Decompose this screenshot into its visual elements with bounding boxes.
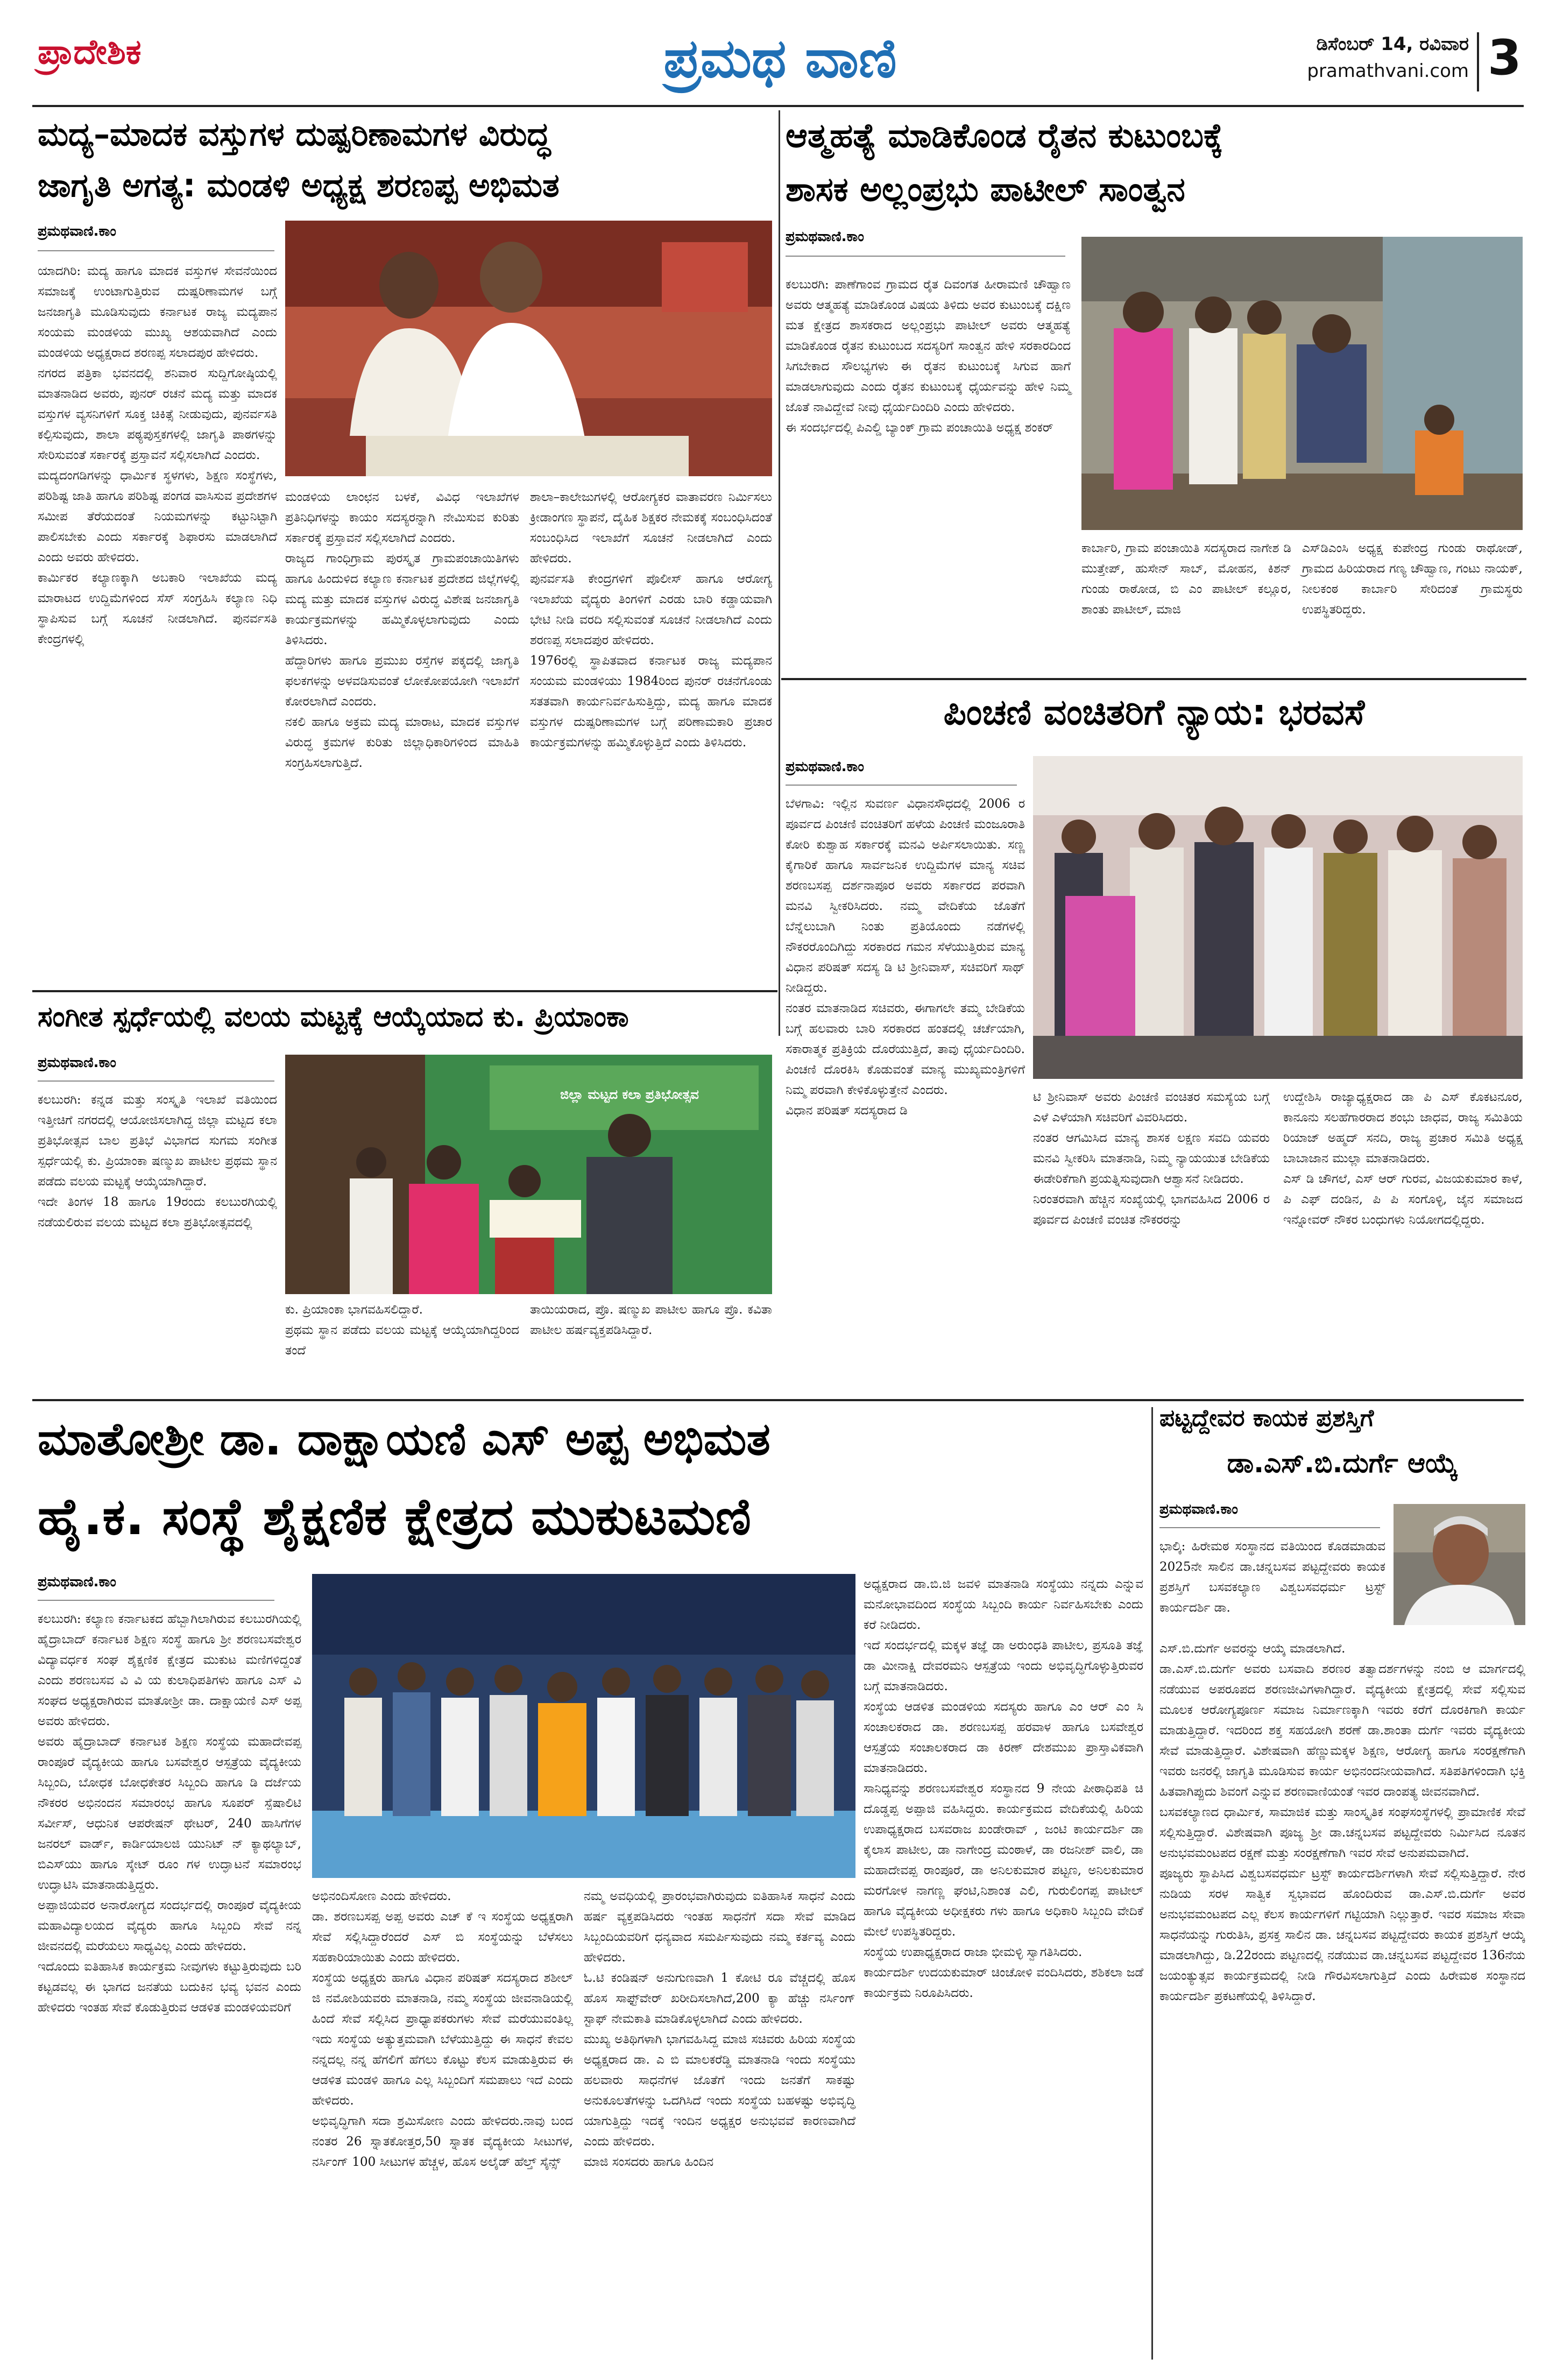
a1-bottom-rule — [32, 990, 777, 992]
header-date: ಡಿಸೆಂಬರ್ 14, ರವಿವಾರ — [1316, 33, 1469, 55]
a6-body-text: ಎಸ್.ಬಿ.ದುರ್ಗೆ ಅವರನ್ನು ಆಯ್ಕೆ ಮಾಡಲಾಗಿದೆ. ಡಾ.ಎಸ್.ಬಿ.ದುರ್ಗೆ ಅವರು ಬಸವಾದಿ ಶರಣರ ತತ್ವಾದರ್ಶಗಳನ್ನು ನಂಬಿ ಆ ಮಾರ್ಗದಲ್ಲಿ ನಡೆಯುವ ಅಪರೂಪದ ಶರಣಜೀವಿಗಳಾಗಿದ್ದಾರೆ. ವೈದ್ಯಕೀಯ ಕ್ಷೇತ್ರದಲ್ಲಿ ಸೇವೆ ಸಲ್ಲಿಸುವ ಮೂಲಕ ಆರೋಗ್ಯಪೂರ್ಣ ಸಮಾಜ ನಿರ್ಮಾಣಕ್ಕಾಗಿ ಇವರು ಕರೆಗೆ ದೊರಕಿಗಾಗಿ ಕಾರ್ಯ ಮಾಡುತ್ತಿದ್ದಾರೆ. ಇದರಿಂದ ಶಕ್ತ ಸಹಯೋಗಿ ಶರಣೆ ಡಾ.ಶಾಂತಾ ದುರ್ಗೆ ಇವರು ವೈದ್ಯಕೀಯ ಸೇವೆ ಮಾಡುತ್ತಿದ್ದಾರೆ. ವಿಶೇಷವಾಗಿ ಹೆಣ್ಣುಮಕ್ಕಳ ಶಿಕ್ಷಣ, ಆರೋಗ್ಯ ಹಾಗೂ ಸಂರಕ್ಷಣೆಗಾಗಿ ಇವರು ಜನರಲ್ಲಿ ಜಾಗೃತಿ ಮೂಡಿಸುವ ಕಾರ್ಯ ಅಭಿನಂದನೀಯವಾಗಿದೆ. ಸತಿಪತಿಗಳಿಂದಾಗಿ ಭಕ್ತಿ ಹಿತವಾಗಿಪ್ಪುದು ಶಿವಂಗೆ ಎನ್ನುವ ಶರಣವಾಣಿಯಂತೆ ಇವರ ದಾಂಪತ್ಯ ಜೀವನವಾಗಿದೆ. ಬಸವಕಲ್ಯಾಣದ ಧಾರ್ಮಿಕ, ಸಾಮಾಜಿಕ ಮತ್ತು ಸಾಂಸ್ಕೃತಿಕ ಸಂಘಸಂಸ್ಥೆಗಳಲ್ಲಿ ಪ್ರಾಮಾಣಿಕ ಸೇವೆ ಸಲ್ಲಿಸುತ್ತಿದ್ದಾರೆ. ವಿಶೇಷವಾಗಿ ಪೂಜ್ಯ ಶ್ರೀ ಡಾ.ಚನ್ನಬಸವ ಪಟ್ಟದ್ದೇವರು ನಿರ್ಮಿಸಿದ ನೂತನ ಅನುಭವಮಂಟಪದ ರಕ್ಷಣೆ ಮತ್ತು ಸಂರಕ್ಷಣೆಗಾಗಿ ಇವರ ಸೇವೆ ಅನುಪಮವಾಗಿದೆ. ಪೂಜ್ಯರು ಸ್ಥಾಪಿಸಿದ ವಿಶ್ವಬಸವಧರ್ಮ ಟ್ರಸ್ಟ್ ಕಾರ್ಯದರ್ಶಿಗಳಾಗಿ ಸೇವೆ ಸಲ್ಲಿಸುತ್ತಿದ್ದಾರೆ. ನೇರ ನುಡಿಯ ಸರಳ ಸಾತ್ವಿಕ ಸ್ವಭಾವದ ಹೊಂದಿರುವ ಡಾ.ಎಸ್.ಬಿ.ದುರ್ಗೆ ಅವರ ಅನುಭವಮಂಟಪದ ಎಲ್ಲ ಕೆಲಸ ಕಾರ್ಯಗಳಿಗೆ ಗಟ್ಟಿಯಾಗಿ ನಿಲ್ಲುತ್ತಾರೆ. ಇವರ ಸಮಾಜ ಸೇವಾ ಸಾಧನೆಯನ್ನು ಗುರುತಿಸಿ, ಪ್ರಸಕ್ತ ಸಾಲಿನ ಡಾ. ಚನ್ನಬಸವ ಪಟ್ಟದ್ದೇವರು ಕಾಯಕ ಪ್ರಶಸ್ತಿಗೆ ಆಯ್ಕೆ ಮಾಡಲಾಗಿದ್ದು, ಡಿ.22ರಂದು ಪಟ್ಟಣದಲ್ಲಿ ನಡೆಯುವ ಡಾ.ಚನ್ನಬಸವ ಪಟ್ಟದ್ದೇವರ 136ನೆಯ ಜಯಂತ್ಯುತ್ಸವ ಕಾರ್ಯಕ್ರಮದಲ್ಲಿ ನೀಡಿ ಗೌರವಿಸಲಾಗುತ್ತಿದೆ ಎಂದು ಹಿರೇಮಠ ಸಂಸ್ಥಾನದ ಕಾರ್ಯದರ್ಶಿ ಪ್ರಕಟಣೆಯಲ್ಲಿ ತಿಳಿಸಿದ್ದಾರೆ. — [1159, 1642, 1525, 2003]
a4-photo-banner: ಜಿಲ್ಲಾ ಮಟ್ಟದ ಕಲಾ ಪ್ರತಿಭೋತ್ಸವ — [560, 1087, 699, 1102]
a5-headline-line1: ಮಾತೋಶ್ರೀ ಡಾ. ದಾಕ್ಷಾಯಣಿ ಎಸ್ ಅಪ್ಪ ಅಭಿಮತ — [38, 1413, 770, 1465]
a2-text-col3: ಎಸ್‌ಡಿಎಂಸಿ ಅಧ್ಯಕ್ಷ ಕುಪೇಂದ್ರ ಗುಂಡು ರಾಥೋಡ್, ಗ್ರಾಮದ ಹಿರಿಯರಾದ ಗಣ್ಯ ಚೌಹ್ವಾಣ, ಗಂಟು ನಾಯಕ್, ನೀಲಕಂಠ ಕಾರ್ಬಾರಿ ಸೇರಿದಂತೆ ಗ್ರಾಮಸ್ಥರು ಉಪಸ್ಥಿತರಿದ್ದರು. — [1302, 541, 1527, 617]
middle-rule — [32, 1399, 1524, 1401]
a4-photo — [285, 1055, 772, 1294]
a4-text-col1: ಕಲಬುರಗಿ: ಕನ್ನಡ ಮತ್ತು ಸಂಸ್ಕೃತಿ ಇಲಾಖೆ ವತಿಯಿಂದ ಇತ್ತೀಚಿಗೆ ನಗರದಲ್ಲಿ ಆಯೋಜಿಸಲಾಗಿದ್ದ ಜಿಲ್ಲಾ ಮಟ್ಟದ ಕಲಾ ಪ್ರತಿಭೋತ್ಸವ ಬಾಲ ಪ್ರತಿಭೆ ವಿಭಾಗದ ಸುಗಮ ಸಂಗೀತ ಸ್ಪರ್ಧೆಯಲ್ಲಿ ಕು. ಪ್ರಿಯಾಂಕಾ ಷಣ್ಮುಖ ಪಾಟೀಲ ಪ್ರಥಮ ಸ್ಥಾನ ಪಡೆದು ವಲಯ ಮಟ್ಟಕ್ಕೆ ಆಯ್ಕೆಯಾಗಿದ್ದಾರೆ. ಇದೇ ತಿಂಗಳ 18 ಹಾಗೂ 19ರಂದು ಕಲಬುರಗಿಯಲ್ಲಿ ನಡೆಯಲಿರುವ ವಲಯ ಮಟ್ಟದ ಕಲಾ ಪ್ರತಿಭೋತ್ಸವದಲ್ಲಿ — [38, 1093, 277, 1230]
header-website: pramathvani.com — [1307, 60, 1469, 82]
page-number: 3 — [1488, 30, 1522, 86]
a4-headline: ಸಂಗೀತ ಸ್ಪರ್ಧೆಯಲ್ಲಿ ವಲಯ ಮಟ್ಟಕ್ಕೆ ಆಯ್ಕೆಯಾದ ಕು. ಪ್ರಿಯಾಂಕಾ — [38, 1001, 629, 1033]
a2-text-col2: ಕಾರ್ಬಾರಿ, ಗ್ರಾಮ ಪಂಚಾಯಿತಿ ಸದಸ್ಯರಾದ ನಾಗೇಶ ಡಿ ಮುತ್ತೇಪ್, ಹುಸೇನ್ ಸಾಬ್, ಮೋಹನ, ಕಿಶನ್ ಗುಂಡು ರಾಠೋಡ, ಬಿ ಎಂ ಪಾಟೀಲ್ ಕಲ್ಲೂರ, ಶಾಂತು ಪಾಟೀಲ್, ಮಾಜಿ — [1081, 541, 1296, 617]
a5-byline-rule — [38, 1600, 274, 1601]
a1-photo — [285, 221, 772, 476]
a3-byline-rule — [786, 785, 1017, 786]
a2-headline-line2: ಶಾಸಕ ಅಲ್ಲಂಪ್ರಭು ಪಾಟೀಲ್ ಸಾಂತ್ವನ — [786, 170, 1185, 209]
a5-text-col2: ಅಭಿನಂದಿಸೋಣ ಎಂದು ಹೇಳಿದರು. ಡಾ. ಶರಣಬಸಪ್ಪ ಅಪ್ಪ ಅವರು ಎಚ್ ಕೆ ಇ ಸಂಸ್ಥೆಯ ಅಧ್ಯಕ್ಷರಾಗಿ ಸೇವೆ ಸಲ್ಲಿಸಿದ್ದಾರೆಂದರೆ ಎಸ್ ಬಿ ಸಂಸ್ಥೆಯನ್ನು ಬೆಳೆಸಲು ಸಹಕಾರಿಯಾಯಿತು ಎಂದು ಹೇಳಿದರು. ಸಂಸ್ಥೆಯ ಅಧ್ಯಕ್ಷರು ಹಾಗೂ ವಿಧಾನ ಪರಿಷತ್ ಸದಸ್ಯರಾದ ಶಶೀಲ್ ಜಿ ನಮೋಶಿಯವರು ಮಾತನಾಡಿ, ನಮ್ಮ ಸಂಸ್ಥೆಯ ಜೀವನಾಡಿಯಲ್ಲಿ ಹಿಂದೆ ಸೇವೆ ಸಲ್ಲಿಸಿದ ಪ್ರಾಧ್ಯಾಪಕರುಗಳು ಸೇವೆ ಮರೆಯುವಂತಿಲ್ಲ ಇದು ಸಂಸ್ಥೆಯ ಅತ್ಯುತ್ತಮವಾಗಿ ಬೆಳೆಯುತ್ತಿದ್ದು ಈ ಸಾಧನೆ ಕೇವಲ ನನ್ನದಲ್ಲ ನನ್ನ ಹೆಗಲಿಗೆ ಹೆಗಲು ಕೊಟ್ಟು ಕೆಲಸ ಮಾಡುತ್ತಿರುವ ಈ ಆಡಳಿತ ಮಂಡಳಿ ಹಾಗೂ ಎಲ್ಲ ಸಿಬ್ಬಂದಿಗೆ ಸಮಪಾಲು ಇದೆ ಎಂದು ಹೇಳಿದರು. ಅಭಿವೃದ್ಧಿಗಾಗಿ ಸದಾ ಶ್ರಮಿಸೋಣ ಎಂದು ಹೇಳಿದರು.ನಾವು ಬಂದ ನಂತರ 26 ಸ್ನಾತಕೋತ್ತರ,50 ಸ್ನಾತಕ ವೈದ್ಯಕೀಯ ಸೀಟುಗಳ, ನರ್ಸಿಂಗ್ 100 ಸೀಟುಗಳ ಹೆಚ್ಚಳ, ಹೊಸ ಅಲೈಡ್ ಹೆಲ್ತ್ ಸೈನ್ಸ್ — [312, 1889, 573, 2169]
a4-text-col2: ಕು. ಪ್ರಿಯಾಂಕಾ ಭಾಗವಹಿಸಲಿದ್ದಾರೆ. ಪ್ರಥಮ ಸ್ಥಾನ ಪಡೆದು ವಲಯ ಮಟ್ಟಕ್ಕೆ ಆಯ್ಕೆಯಾಗಿದ್ದರಿಂದ ತಂದೆ — [285, 1303, 519, 1358]
a2-headline-line1: ಆತ್ಮಹತ್ಯೆ ಮಾಡಿಕೊಂಡ ರೈತನ ಕುಟುಂಬಕ್ಕೆ — [786, 116, 1223, 155]
bottom-column-divider — [1151, 1407, 1153, 2360]
a3-byline: ಪ್ರಮಥವಾಣಿ.ಕಾಂ — [786, 759, 864, 775]
a3-photo — [1033, 756, 1523, 1079]
a3-text-col1: ಬೆಳಗಾವಿ: ಇಲ್ಲಿನ ಸುವರ್ಣ ವಿಧಾನಸೌಧದಲ್ಲಿ 2006 ರ ಪೂರ್ವದ ಪಿಂಚಣಿ ವಂಚಿತರಿಗೆ ಹಳೆಯ ಪಿಂಚಣಿ ಮಂಜೂರಾತಿ ಕೋರಿ ಕುಶ್ವಾಹ ಸರ್ಕಾರಕ್ಕೆ ಮನವಿ ಅರ್ಪಿಸಲಾಯಿತು. ಸಣ್ಣ ಕೈಗಾರಿಕೆ ಹಾಗೂ ಸಾರ್ವಜನಿಕ ಉದ್ದಿಮೆಗಳ ಮಾನ್ಯ ಸಚಿವ ಶರಣಬಸಪ್ಪ ದರ್ಶನಾಪೂರ ಅವರು ಸರ್ಕಾರದ ಪರವಾಗಿ ಮನವಿ ಸ್ವೀಕರಿಸಿದರು. ನಮ್ಮ ವೇದಿಕೆಯ ಜೊತೆಗೆ ಬೆನ್ನೆಲುಬಾಗಿ ನಿಂತು ಪ್ರತಿಯೊಂದು ನಡೆಗಳಲ್ಲಿ ನೌಕರರೊಂದಿಗಿದ್ದು ಸರಕಾರದ ಗಮನ ಸೆಳೆಯುತ್ತಿರುವ ಮಾನ್ಯ ವಿಧಾನ ಪರಿಷತ್ ಸದಸ್ಯ ಡಿ ಟಿ ಶ್ರೀನಿವಾಸ್, ಸಚಿವರಿಗೆ ಸಾಥ್ ನೀಡಿದ್ದರು. ನಂತರ ಮಾತನಾಡಿದ ಸಚಿವರು, ಈಗಾಗಲೇ ತಮ್ಮ ಬೇಡಿಕೆಯ ಬಗ್ಗೆ ಹಲವಾರು ಬಾರಿ ಸರಕಾರದ ಹಂತದಲ್ಲಿ ಚರ್ಚೆಯಾಗಿ, ಸಕಾರಾತ್ಮಕ ಪ್ರತಿಕ್ರಿಯೆ ದೊರೆಯುತ್ತಿದೆ, ತಾವು ಧೈರ್ಯದಿಂದಿರಿ. ಪಿಂಚಣಿ ದೊರಕಿಸಿ ಕೊಡುವಂತೆ ಮಾನ್ಯ ಮುಖ್ಯಮಂತ್ರಿಗಳಿಗೆ ನಿಮ್ಮ ಪರವಾಗಿ ಕೇಳಿಕೊಳ್ಳುತ್ತೇನೆ ಎಂದರು. ವಿಧಾನ ಪರಿಷತ್ ಸದಸ್ಯರಾದ ಡಿ — [786, 797, 1025, 1118]
a5-photo — [312, 1574, 855, 1878]
section-label: ಪ್ರಾದೇಶಿಕ — [38, 32, 142, 72]
header-divider — [1477, 32, 1479, 91]
a1-text-col2: ಮಂಡಳಿಯ ಲಾಂಛನ ಬಳಕೆ, ವಿವಿಧ ಇಲಾಖೆಗಳ ಪ್ರತಿನಿಧಿಗಳನ್ನು ಕಾಯಂ ಸದಸ್ಯರನ್ನಾಗಿ ನೇಮಿಸುವ ಕುರಿತು ಸರ್ಕಾರಕ್ಕೆ ಪ್ರಸ್ತಾವನೆ ಸಲ್ಲಿಸಲಾಗಿದೆ ಎಂದರು. ರಾಜ್ಯದ ಗಾಂಧಿಗ್ರಾಮ ಪುರಸ್ಕೃತ ಗ್ರಾಮಪಂಚಾಯಿತಿಗಳು ಹಾಗೂ ಹಿಂದುಳಿದ ಕಲ್ಯಾಣ ಕರ್ನಾಟಕ ಪ್ರದೇಶದ ಜಿಲ್ಲೆಗಳಲ್ಲಿ ಮದ್ಯ ಮತ್ತು ಮಾದಕ ವಸ್ತುಗಳ ವಿರುದ್ಧ ವಿಶೇಷ ಜನಜಾಗೃತಿ ಕಾರ್ಯಕ್ರಮಗಳನ್ನು ಹಮ್ಮಿಕೊಳ್ಳಲಾಗುವುದು ಎಂದು ತಿಳಿಸಿದರು. ಹೆದ್ದಾರಿಗಳು ಹಾಗೂ ಪ್ರಮುಖ ರಸ್ತೆಗಳ ಪಕ್ಕದಲ್ಲಿ ಜಾಗೃತಿ ಫಲಕಗಳನ್ನು ಅಳವಡಿಸುವಂತೆ ಲೋಕೋಪಯೋಗಿ ಇಲಾಖೆಗೆ ಕೋರಲಾಗಿದೆ ಎಂದರು. ನಕಲಿ ಹಾಗೂ ಅಕ್ರಮ ಮದ್ಯ ಮಾರಾಟ, ಮಾದಕ ವಸ್ತುಗಳ ವಿರುದ್ಧ ಕ್ರಮಗಳ ಕುರಿತು ಜಿಲ್ಲಾಧಿಕಾರಿಗಳಿಂದ ಮಾಹಿತಿ ಸಂಗ್ರಹಿಸಲಾಗುತ್ತಿದೆ. — [285, 490, 519, 770]
a3-text-col3: ಉದ್ದೇಶಿಸಿ ರಾಜ್ಯಾಧ್ಯಕ್ಷರಾದ ಡಾ ಪಿ ಎಸ್ ಕೊಕಟನೂರ, ಕಾನೂನು ಸಲಹೆಗಾರರಾದ ಶಂಭು ಜಾಧವ, ರಾಜ್ಯ ಸಮಿತಿಯ ರಿಯಾಜ್ ಅಹ್ಮದ್ ಸನದಿ, ರಾಜ್ಯ ಪ್ರಚಾರ ಸಮಿತಿ ಅಧ್ಯಕ್ಷ ಬಾಬಾಜಾನ ಮುಲ್ಲಾ ಮಾತನಾಡಿದರು. ಎಸ್ ಡಿ ಚೌಗಲೆ, ಎಸ್ ಆರ್ ಗುರವ, ವಿಜಯಕುಮಾರ ಕಾಳೆ, ಪಿ ಎಫ್ ದಂಡಿನ, ಪಿ ಪಿ ಸಂಗೊಳ್ಳಿ, ಜೈನ ಸಮಾಜದ ಇನ್ನೋವರ್ ನೌಕರ ಬಂಧುಗಳು ನಿಯೋಗದಲ್ಲಿದ್ದರು. — [1283, 1090, 1523, 1227]
a1-headline-line2: ಜಾಗೃತಿ ಅಗತ್ಯ: ಮಂಡಳಿ ಅಧ್ಯಕ್ಷ ಶರಣಪ್ಪ ಅಭಿಮತ — [38, 167, 560, 204]
a6-byline: ಪ್ರಮಥವಾಣಿ.ಕಾಂ — [1159, 1501, 1238, 1517]
a6-lead-text: ಭಾಲ್ಕಿ: ಹಿರೇಮಠ ಸಂಸ್ಥಾನದ ವತಿಯಿಂದ ಕೊಡಮಾಡುವ 2025ನೇ ಸಾಲಿನ ಡಾ.ಚನ್ನಬಸವ ಪಟ್ಟದ್ದೇವರು ಕಾಯಕ ಪ್ರಶಸ್ತಿಗೆ ಬಸವಕಲ್ಯಾಣ ವಿಶ್ವಬಸವಧರ್ಮ ಟ್ರಸ್ಟ್ ಕಾರ್ಯದರ್ಶಿ ಡಾ. — [1159, 1539, 1390, 1615]
a6-headline-line1: ಪಟ್ಟದ್ದೇವರ ಕಾಯಕ ಪ್ರಶಸ್ತಿಗೆ — [1159, 1404, 1374, 1432]
a5-text-col4: ಅಧ್ಯಕ್ಷರಾದ ಡಾ.ಬಿ.ಜಿ ಜವಳಿ ಮಾತನಾಡಿ ಸಂಸ್ಥೆಯು ನನ್ನದು ಎನ್ನುವ ಮನೋಭಾವದಿಂದ ಸಂಸ್ಥೆಯ ಸಿಬ್ಬಂದಿ ಕಾರ್ಯ ನಿರ್ವಹಿಸಬೇಕು ಎಂದು ಕರೆ ನೀಡಿದರು. ಇದೆ ಸಂದರ್ಭದಲ್ಲಿ ಮಕ್ಕಳ ತಜ್ಞೆ ಡಾ ಅರುಂಧತಿ ಪಾಟೀಲ, ಪ್ರಸೂತಿ ತಜ್ಞೆ ಡಾ ಮೀನಾಕ್ಷಿ ದೇವರಮನಿ ಆಸ್ಪತ್ರೆಯ ಇಂದು ಅಭಿವೃದ್ಧಿಗೊಳ್ಳುತ್ತಿರುವರ ಬಗ್ಗೆ ಮಾತನಾಡಿದರು. ಸಂಸ್ಥೆಯ ಆಡಳಿತ ಮಂಡಳಿಯ ಸದಸ್ಯರು ಹಾಗೂ ಎಂ ಆರ್ ಎಂ ಸಿ ಸಂಚಾಲಕರಾದ ಡಾ. ಶರಣಬಸಪ್ಪ ಹರವಾಳ ಹಾಗೂ ಬಸವೇಶ್ವರ ಆಸ್ಪತ್ರೆಯ ಸಂಚಾಲಕರಾದ ಡಾ ಕಿರಣ್ ದೇಶಮುಖ ಪ್ರಾಸ್ತಾವಿಕವಾಗಿ ಮಾತನಾಡಿದರು. ಸಾನಿಧ್ಯವನ್ನು ಶರಣಬಸವೇಶ್ವರ ಸಂಸ್ಥಾನದ 9 ನೇಯ ಪೀಠಾಧಿಪತಿ ಚಿ ದೊಡ್ಡಪ್ಪ ಅಪ್ಪಾಜಿ ವಹಿಸಿದ್ದರು. ಕಾರ್ಯಕ್ರಮದ ವೇದಿಕೆಯಲ್ಲಿ ಹಿರಿಯ ಉಪಾಧ್ಯಕ್ಷರಾದ ಬಸವರಾಜ ಖಂಡೇರಾವ್ , ಜಂಟಿ ಕಾರ್ಯದರ್ಶಿ ಡಾ ಕೈಲಾಸ ಪಾಟೀಲ, ಡಾ ನಾಗೇಂದ್ರ ಮಂಠಾಳೆ, ಡಾ ರಜನೀಶ್ ವಾಲಿ, ಡಾ ಮಹಾದೇವಪ್ಪ ರಾಂಪೂರೆ, ಡಾ ಅನಿಲಕುಮಾರ ಪಟ್ಟಣ, ಅನಿಲಕುಮಾರ ಮರಗೋಳ ನಾಗಣ್ಣ ಘಂಟಿ,ನಿಶಾಂತ ಎಲಿ, ಗುರುಲಿಂಗಪ್ಪ ಪಾಟೀಲ್ ಹಾಗೂ ವೈದ್ಯಕೀಯ ಅಧೀಕ್ಷಕರು ಗಳು ಹಾಗೂ ಅಧಿಕಾರಿ ಸಿಬ್ಬಂದಿ ವೇದಿಕೆ ಮೇಲೆ ಉಪಸ್ಥಿತರಿದ್ದರು. ಸಂಸ್ಥೆಯ ಉಪಾಧ್ಯಕ್ಷರಾದ ರಾಜಾ ಭೀಮಳ್ಳಿ ಸ್ವಾಗತಿಸಿದರು. ಕಾರ್ಯದರ್ಶಿ ಉದಯಕುಮಾರ್ ಚಿಂಚೋಳಿ ವಂದಿಸಿದರು, ಶಶಿಕಲಾ ಜಡೆ ಕಾರ್ಯಕ್ರಮ ನಿರೂಪಿಸಿದರು. — [864, 1577, 1143, 2000]
a1-headline-line1: ಮದ್ಯ–ಮಾದಕ ವಸ್ತುಗಳ ದುಷ್ಪರಿಣಾಮಗಳ ವಿರುದ್ಧ — [38, 116, 551, 153]
a6-portrait-photo — [1394, 1504, 1525, 1625]
a1-text-col1: ಯಾದಗಿರಿ: ಮದ್ಯ ಹಾಗೂ ಮಾದಕ ವಸ್ತುಗಳ ಸೇವನೆಯಿಂದ ಸಮಾಜಕ್ಕೆ ಉಂಟಾಗುತ್ತಿರುವ ದುಷ್ಪರಿಣಾಮಗಳ ಬಗ್ಗೆ ಜನಜಾಗೃತಿ ಮೂಡಿಸುವುದು ಕರ್ನಾಟಕ ರಾಜ್ಯ ಮದ್ಯಪಾನ ಸಂಯಮ ಮಂಡಳಿಯ ಮುಖ್ಯ ಆಶಯವಾಗಿದೆ ಎಂದು ಮಂಡಳಿಯ ಅಧ್ಯಕ್ಷರಾದ ಶರಣಪ್ಪ ಸಲಾದಪುರ ಹೇಳಿದರು. ನಗರದ ಪತ್ರಿಕಾ ಭವನದಲ್ಲಿ ಶನಿವಾರ ಸುದ್ದಿಗೋಷ್ಠಿಯಲ್ಲಿ ಮಾತನಾಡಿದ ಅವರು, ಪುನರ್ ರಚನೆ ಮದ್ಯ ಮತ್ತು ಮಾದಕ ವಸ್ತುಗಳ ವ್ಯಸನಿಗಳಿಗೆ ಸೂಕ್ತ ಚಿಕಿತ್ಸೆ ನೀಡುವುದು, ಪುನರ್ವಸತಿ ಕಲ್ಪಿಸುವುದು, ಶಾಲಾ ಪಠ್ಯಪುಸ್ತಕಗಳಲ್ಲಿ ಜಾಗೃತಿ ಪಾಠಗಳನ್ನು ಸೇರಿಸುವಂತೆ ಸರ್ಕಾರಕ್ಕೆ ಪ್ರಸ್ತಾವನೆ ಸಲ್ಲಿಸಲಾಗಿದೆ ಎಂದರು. ಮದ್ಯದಂಗಡಿಗಳನ್ನು ಧಾರ್ಮಿಕ ಸ್ಥಳಗಳು, ಶಿಕ್ಷಣ ಸಂಸ್ಥೆಗಳು, ಪರಿಶಿಷ್ಟ ಜಾತಿ ಹಾಗೂ ಪರಿಶಿಷ್ಟ ಪಂಗಡ ವಾಸಿಸುವ ಪ್ರದೇಶಗಳ ಸಮೀಪ ತೆರೆಯದಂತೆ ನಿಯಮಗಳನ್ನು ಕಟ್ಟುನಿಟ್ಟಾಗಿ ಪಾಲಿಸಬೇಕು ಎಂದು ಸರ್ಕಾರಕ್ಕೆ ಶಿಫಾರಸು ಮಾಡಲಾಗಿದೆ ಎಂದು ಅವರು ಹೇಳಿದರು. ಕಾರ್ಮಿಕರ ಕಲ್ಯಾಣಕ್ಕಾಗಿ ಅಬಕಾರಿ ಇಲಾಖೆಯ ಮದ್ಯ ಮಾರಾಟದ ಉದ್ದಿಮೆಗಳಿಂದ ಸೆಸ್ ಸಂಗ್ರಹಿಸಿ ಕಲ್ಯಾಣ ನಿಧಿ ಸ್ಥಾಪಿಸುವ ಬಗ್ಗೆ ಸೂಚನೆ ನೀಡಲಾಗಿದೆ. ಪುನರ್ವಸತಿ ಕೇಂದ್ರಗಳಲ್ಲಿ — [38, 264, 277, 646]
a3-text-col2: ಟಿ ಶ್ರೀನಿವಾಸ್ ಅವರು ಪಿಂಚಣಿ ವಂಚಿತರ ಸಮಸ್ಯೆಯ ಬಗ್ಗೆ ಎಳೆ ಎಳೆಯಾಗಿ ಸಚಿವರಿಗೆ ವಿವರಿಸಿದರು. ನಂತರ ಆಗಮಿಸಿದ ಮಾನ್ಯ ಶಾಸಕ ಲಕ್ಷಣ ಸವದಿ ಯವರು ಮನವಿ ಸ್ವೀಕರಿಸಿ ಮಾತನಾಡಿ, ನಿಮ್ಮ ನ್ಯಾಯಯುತ ಬೇಡಿಕೆಯ ಈಡೇರಿಕೆಗಾಗಿ ಪ್ರಯತ್ನಿಸುವುದಾಗಿ ಆಶ್ವಾಸನೆ ನೀಡಿದರು. ನಿರಂತರವಾಗಿ ಹೆಚ್ಚಿನ ಸಂಖ್ಯೆಯಲ್ಲಿ ಭಾಗವಹಿಸಿದ 2006 ರ ಪೂರ್ವದ ಪಿಂಚಣಿ ವಂಚಿತ ನೌಕರರನ್ನು — [1033, 1090, 1270, 1227]
a4-byline: ಪ್ರಮಥವಾಣಿ.ಕಾಂ — [38, 1055, 116, 1071]
a5-headline-line2: ಹೈ.ಕ. ಸಂಸ್ಥೆ ಶೈಕ್ಷಣಿಕ ಕ್ಷೇತ್ರದ ಮುಕುಟಮಣಿ — [38, 1488, 751, 1546]
a5-text-col3: ನಮ್ಮ ಅವಧಿಯಲ್ಲಿ ಪ್ರಾರಂಭವಾಗಿರುವುದು ಐತಿಹಾಸಿಕ ಸಾಧನೆ ಎಂದು ಹರ್ಷ ವ್ಯಕ್ತಪಡಿಸಿದರು ಇಂತಹ ಸಾಧನೆಗೆ ಸದಾ ಸೇವೆ ಮಾಡಿದ ಸಿಬ್ಬಂದಿಯವರಿಗೆ ಧನ್ಯವಾದ ಸಮರ್ಪಿಸುವುದು ನಮ್ಮ ಕರ್ತವ್ಯ ಎಂದು ಹೇಳಿದರು. ಓ.ಟಿ ಕಂಡಿಷನ್ ಅನುಗುಣವಾಗಿ 1 ಕೋಟಿ ರೂ ವೆಚ್ಚದಲ್ಲಿ ಹೊಸ ಹೊಸ ಸಾಫ್ಟ್‌ವೇರ್ ಖರೀದಿಸಲಾಗಿದೆ,200 ಕ್ಯಾ ಹೆಚ್ಚು ನರ್ಸಿಂಗ್ ಸ್ಟಾಫ್ ನೇಮಕಾತಿ ಮಾಡಿಕೊಳ್ಳಲಾಗಿದೆ ಎಂದು ಹೇಳಿದರು. ಮುಖ್ಯ ಅತಿಥಿಗಳಾಗಿ ಭಾಗವಹಿಸಿದ್ದ ಮಾಜಿ ಸಚಿವರು ಹಿರಿಯ ಸಂಸ್ಥೆಯ ಅಧ್ಯಕ್ಷರಾದ ಡಾ. ಎ ಬಿ ಮಾಲಕರೆಡ್ಡಿ ಮಾತನಾಡಿ ಇಂದು ಸಂಸ್ಥೆಯು ಹಲವಾರು ಸಾಧನೆಗಳ ಜೊತೆಗೆ ಇಂದು ಜನತೆಗೆ ಸಾಕಷ್ಟು ಅನುಕೂಲತೆಗಳನ್ನು ಒದಗಿಸಿದೆ ಇಂದು ಸಂಸ್ಥೆಯ ಬಹಳಷ್ಟು ಅಭಿವೃದ್ಧಿ ಯಾಗುತ್ತಿದ್ದು ಇದಕ್ಕೆ ಇಂದಿನ ಅಧ್ಯಕ್ಷರ ಅನುಭವವೆ ಕಾರಣವಾಗಿದೆ ಎಂದು ಹೇಳಿದರು. ಮಾಜಿ ಸಂಸದರು ಹಾಗೂ ಹಿಂದಿನ — [584, 1889, 855, 2169]
a2-text-col1: ಕಲಬುರಗಿ: ಪಾಣೆಗಾಂವ ಗ್ರಾಮದ ರೈತ ದಿವಂಗತ ಹೀರಾಮಣಿ ಚೌಹ್ವಾಣ ಅವರು ಆತ್ಮಹತ್ಯೆ ಮಾಡಿಕೊಂಡ ವಿಷಯ ತಿಳಿದು ಅವರ ಕುಟುಂಬಕ್ಕೆ ದಕ್ಷಿಣ ಮತ ಕ್ಷೇತ್ರದ ಶಾಸಕರಾದ ಅಲ್ಲಂಪ್ರಭು ಪಾಟೀಲ್ ಅವರು ಆತ್ಮಹತ್ಯೆ ಮಾಡಿಕೊಂಡ ರೈತನ ಕುಟುಂಬದ ಸದಸ್ಯರಿಗೆ ಸಾಂತ್ವನ ಹೇಳಿ ಸರಕಾರದಿಂದ ಸಿಗಬೇಕಾದ ಸೌಲಭ್ಯಗಳು ಈ ರೈತನ ಕುಟುಂಬಕ್ಕೆ ಸಿಗುವ ಹಾಗೆ ಮಾಡಲಾಗುವುದು ಎಂದು ರೈತನ ಕುಟುಂಬಕ್ಕೆ ಧೈರ್ಯವನ್ನು ಹೇಳಿ ನಿಮ್ಮ ಜೊತೆ ನಾವಿದ್ದೇವೆ ನೀವು ಧೈರ್ಯದಿಂದಿರಿ ಎಂದು ಹೇಳಿದರು. ಈ ಸಂದರ್ಭದಲ್ಲಿ ಪಿಎಲ್ಡಿ ಬ್ಯಾಂಕ್ ಗ್ರಾಮ ಪಂಚಾಯಿತಿ ಅಧ್ಯಕ್ಷ ಶಂಕರ್ — [786, 278, 1071, 435]
a1-byline-rule — [38, 250, 274, 251]
a2-byline-rule — [786, 256, 1065, 257]
masthead: ಪ್ರಮಥ ವಾಣಿ — [663, 27, 897, 90]
a4-text-col3: ತಾಯಿಯರಾದ, ಪ್ರೊ. ಷಣ್ಮುಖ ಪಾಟೀಲ ಹಾಗೂ ಪ್ರೊ. ಕವಿತಾ ಪಾಟೀಲ ಹರ್ಷವ್ಯಕ್ತಪಡಿಸಿದ್ದಾರೆ. — [530, 1303, 776, 1337]
a2-byline: ಪ್ರಮಥವಾಣಿ.ಕಾಂ — [786, 229, 864, 245]
top-column-divider — [779, 110, 780, 1036]
a5-byline: ಪ್ರಮಥವಾಣಿ.ಕಾಂ — [38, 1574, 116, 1590]
a1-byline: ಪ್ರಮಥವಾಣಿ.ಕಾಂ — [38, 223, 116, 239]
a4-byline-rule — [38, 1080, 274, 1082]
a1-text-col3: ಶಾಲಾ–ಕಾಲೇಜುಗಳಲ್ಲಿ ಆರೋಗ್ಯಕರ ವಾತಾವರಣ ನಿರ್ಮಿಸಲು ಕ್ರೀಡಾಂಗಣ ಸ್ಥಾಪನೆ, ದೈಹಿಕ ಶಿಕ್ಷಕರ ನೇಮಕಕ್ಕೆ ಸಂಬಂಧಿಸಿದಂತೆ ಸಂಬಂಧಿಸಿದ ಇಲಾಖೆಗೆ ಸೂಚನೆ ನೀಡಲಾಗಿದೆ ಎಂದು ಹೇಳಿದರು. ಪುನರ್ವಸತಿ ಕೇಂದ್ರಗಳಿಗೆ ಪೊಲೀಸ್ ಹಾಗೂ ಆರೋಗ್ಯ ಇಲಾಖೆಯ ವೈದ್ಯರು ತಿಂಗಳಿಗೆ ಎರಡು ಬಾರಿ ಕಡ್ಡಾಯವಾಗಿ ಭೇಟಿ ನೀಡಿ ವರದಿ ಸಲ್ಲಿಸುವಂತೆ ಸೂಚನೆ ನೀಡಲಾಗಿದೆ ಎಂದು ಶರಣಪ್ಪ ಸಲಾದಪುರ ಹೇಳಿದರು. 1976ರಲ್ಲಿ ಸ್ಥಾಪಿತವಾದ ಕರ್ನಾಟಕ ರಾಜ್ಯ ಮದ್ಯಪಾನ ಸಂಯಮ ಮಂಡಳಿಯು 1984ರಿಂದ ಪುನರ್ ರಚನೆಗೊಂಡು ಸತತವಾಗಿ ಕಾರ್ಯನಿರ್ವಹಿಸುತ್ತಿದ್ದು, ಮದ್ಯ ಹಾಗೂ ಮಾದಕ ವಸ್ತುಗಳ ದುಷ್ಪರಿಣಾಮಗಳ ಬಗ್ಗೆ ಪರಿಣಾಮಕಾರಿ ಪ್ರಚಾರ ಕಾರ್ಯಕ್ರಮಗಳನ್ನು ಹಮ್ಮಿಕೊಳ್ಳುತ್ತಿದೆ ಎಂದು ತಿಳಿಸಿದರು. — [530, 490, 772, 750]
a6-headline-line2: ಡಾ.ಎಸ್.ಬಿ.ದುರ್ಗೆ ಆಯ್ಕೆ — [1227, 1447, 1458, 1479]
a5-text-col1: ಕಲಬುರಗಿ: ಕಲ್ಯಾಣ ಕರ್ನಾಟಕದ ಹೆಬ್ಬಾಗಿಲಾಗಿರುವ ಕಲಬುರಗಿಯಲ್ಲಿ ಹೈದ್ರಾಬಾದ್ ಕರ್ನಾಟಕ ಶಿಕ್ಷಣ ಸಂಸ್ಥೆ ಹಾಗೂ ಶ್ರೀ ಶರಣಬಸವೇಶ್ವರ ವಿದ್ಯಾವರ್ಧಕ ಸಂಘ ಶೈಕ್ಷಣಿಕ ಕ್ಷೇತ್ರದ ಮುಕುಟ ಮಣಿಗಳಿದ್ದಂತೆ ಎಂದು ಶರಣಬಸವ ವಿ ವಿ ಯ ಕುಲಾಧಿಪತಿಗಳು ಹಾಗೂ ಎಸ್ ವಿ ಸಂಘದ ಅಧ್ಯಕ್ಷರಾಗಿರುವ ಮಾತೋಶ್ರೀ ಡಾ. ದಾಕ್ಷಾಯಣಿ ಎಸ್ ಅಪ್ಪ ಅವರು ಹೇಳಿದರು. ಅವರು ಹೈದ್ರಾಬಾದ್ ಕರ್ನಾಟಕ ಶಿಕ್ಷಣ ಸಂಸ್ಥೆಯ ಮಹಾದೇವಪ್ಪ ರಾಂಪೂರೆ ವೈದ್ಯಕೀಯ ಹಾಗೂ ಬಸವೇಶ್ವರ ಆಸ್ಪತ್ರೆಯ ವೈದ್ಯಕೀಯ ಸಿಬ್ಬಂದಿ, ಬೋಧಕ ಬೋಧಕೇತರ ಸಿಬ್ಬಂದಿ ಹಾಗೂ ಡಿ ದರ್ಜೆಯ ನೌಕರರ ಅಭಿನಂದನ ಸಮಾರಂಭ ಹಾಗೂ ಸೂಪರ್ ಸ್ಪೆಷಾಲಿಟಿ ಸರ್ವೀಸ್, ಆಧುನಿಕ ಆಪರೇಷನ್ ಥೇಟರ್, 240 ಹಾಸಿಗೆಗಳ ಜನರಲ್ ವಾರ್ಡ್, ಕಾರ್ಡಿಯಾಲಜಿ ಯುನಿಟ್ ನ್ ಕ್ಯಾಥಲ್ಯಾಬ್, ಬಿಎಸ್‌ಯು ಹಾಗೂ ಸ್ಕೇಟ್ ರೂಂ ಗಳ ಉದ್ಘಾಟನೆ ಸಮಾರಂಭ ಉದ್ಘಾಟಿಸಿ ಮಾತನಾಡುತ್ತಿದ್ದರು. ಅಪ್ಪಾಜಿಯವರ ಅನಾರೋಗ್ಯದ ಸಂದರ್ಭದಲ್ಲಿ ರಾಂಪೂರೆ ವೈದ್ಯಕೀಯ ಮಹಾವಿದ್ಯಾಲಯದ ವೈದ್ಯರು ಹಾಗೂ ಸಿಬ್ಬಂದಿ ಸೇವೆ ನನ್ನ ಜೀವನದಲ್ಲಿ ಮರೆಯಲು ಸಾಧ್ಯವಿಲ್ಲ ಎಂದು ಹೇಳಿದರು. ಇದೊಂದು ಐತಿಹಾಸಿಕ ಕಾರ್ಯಕ್ರಮ ನೀವುಗಳು ಕಟ್ಟುತ್ತಿರುವುದು ಬರಿ ಕಟ್ಟಡವಲ್ಲ ಈ ಭಾಗದ ಜನತೆಯ ಬದುಕಿನ ಭವ್ಯ ಭವನ ಎಂದು ಹೇಳಿದರು ಇಂತಹ ಸೇವೆ ಕೊಡುತ್ತಿರುವ ಆಡಳಿತ ಮಂಡಳಿಯವರಿಗೆ — [38, 1612, 301, 2015]
header-rule — [32, 105, 1524, 107]
a3-headline: ಪಿಂಚಣಿ ವಂಚಿತರಿಗೆ ನ್ಯಾಯ: ಭರವಸೆ — [943, 691, 1365, 733]
a2-photo — [1081, 237, 1523, 530]
a2-bottom-rule — [781, 678, 1526, 680]
a6-byline-rule — [1159, 1527, 1380, 1528]
